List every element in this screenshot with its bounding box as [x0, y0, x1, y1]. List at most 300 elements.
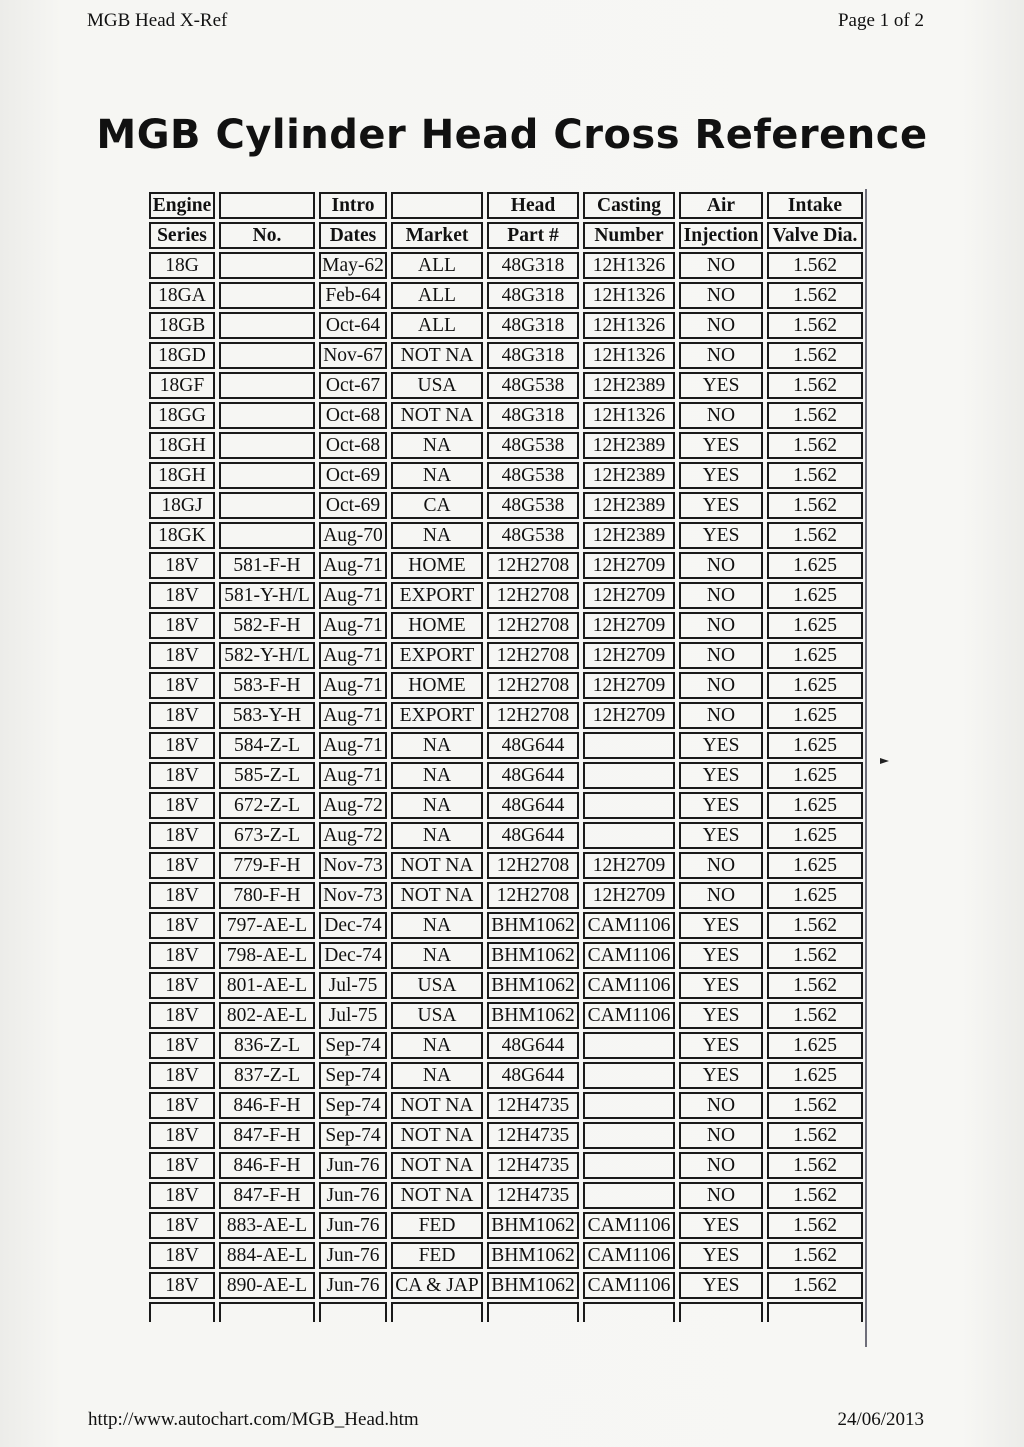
- footer-url[interactable]: http://www.autochart.com/MGB_Head.htm: [88, 1409, 419, 1430]
- cell-intro-date: May-62: [319, 252, 387, 279]
- header-cell-air-injection: Air: [679, 192, 763, 219]
- cell-market: NOT NA: [391, 342, 483, 369]
- cell-air-injection: NO: [679, 672, 763, 699]
- cell-intro-date: Aug-71: [319, 612, 387, 639]
- cell-engine-no: 779-F-H: [219, 852, 315, 879]
- table-row: [149, 312, 863, 339]
- table-row: [149, 282, 863, 309]
- cell-engine-no: 847-F-H: [219, 1122, 315, 1149]
- cell-market: USA: [391, 1002, 483, 1029]
- cell-casting-number: CAM1106: [583, 912, 675, 939]
- cell-intro-date: Sep-74: [319, 1062, 387, 1089]
- cell-intake-valve-dia: 1.562: [767, 1182, 863, 1209]
- cell-casting-number: 12H2389: [583, 372, 675, 399]
- cell-engine-no: 582-F-H: [219, 612, 315, 639]
- cell-engine-no: 581-F-H: [219, 552, 315, 579]
- cell-intro-date: Jun-76: [319, 1272, 387, 1299]
- cell-head-part: BHM1062: [487, 912, 579, 939]
- cell-head-part: BHM1062: [487, 972, 579, 999]
- cell-intake-valve-dia: 1.625: [767, 1032, 863, 1059]
- cell-head-part: 12H4735: [487, 1182, 579, 1209]
- table-header-row: [149, 192, 863, 219]
- cell-engine-series: 18V: [149, 1122, 215, 1149]
- cell-intake-valve-dia: 1.625: [767, 822, 863, 849]
- table-row: [149, 852, 863, 879]
- cell-market: NA: [391, 1032, 483, 1059]
- cell-head-part: 48G318: [487, 252, 579, 279]
- cell-market: NOT NA: [391, 882, 483, 909]
- cell-intro-date: Jun-76: [319, 1182, 387, 1209]
- header-cell-market: Market: [391, 222, 483, 249]
- cell-air-injection: [679, 1302, 763, 1322]
- cell-head-part: BHM1062: [487, 1242, 579, 1269]
- cross-reference-table: [145, 189, 867, 1325]
- header-cell-engine-series: Series: [149, 222, 215, 249]
- header-cell-market: [391, 192, 483, 219]
- cell-market: USA: [391, 972, 483, 999]
- cell-air-injection: YES: [679, 762, 763, 789]
- cell-head-part: 12H2708: [487, 882, 579, 909]
- cell-engine-series: 18V: [149, 1152, 215, 1179]
- table-row-empty: [149, 1302, 863, 1322]
- cell-air-injection: NO: [679, 1182, 763, 1209]
- cell-engine-no: [219, 492, 315, 519]
- cell-engine-series: 18V: [149, 1002, 215, 1029]
- cross-reference-table-container: [145, 189, 867, 1325]
- cell-intro-date: Jun-76: [319, 1242, 387, 1269]
- cell-market: NA: [391, 912, 483, 939]
- header-cell-head-part: Part #: [487, 222, 579, 249]
- cell-market: NA: [391, 522, 483, 549]
- table-row: [149, 732, 863, 759]
- cell-air-injection: NO: [679, 252, 763, 279]
- table-row: [149, 432, 863, 459]
- cell-engine-series: 18V: [149, 642, 215, 669]
- table-row: [149, 822, 863, 849]
- cell-intro-date: Oct-64: [319, 312, 387, 339]
- cell-air-injection: NO: [679, 582, 763, 609]
- header-page-number: Page 1 of 2: [837, 10, 924, 31]
- cell-engine-series: 18GK: [149, 522, 215, 549]
- table-row: [149, 942, 863, 969]
- cell-head-part: 12H2708: [487, 552, 579, 579]
- cell-market: USA: [391, 372, 483, 399]
- cell-engine-series: 18V: [149, 942, 215, 969]
- cell-market: CA: [391, 492, 483, 519]
- cell-head-part: 48G538: [487, 462, 579, 489]
- cell-casting-number: 12H1326: [583, 282, 675, 309]
- cell-intake-valve-dia: 1.625: [767, 552, 863, 579]
- cell-intake-valve-dia: 1.625: [767, 642, 863, 669]
- cell-market: NA: [391, 762, 483, 789]
- cell-intro-date: Aug-71: [319, 762, 387, 789]
- cell-intake-valve-dia: 1.562: [767, 462, 863, 489]
- cell-casting-number: CAM1106: [583, 1212, 675, 1239]
- cell-casting-number: 12H2389: [583, 492, 675, 519]
- cell-intro-date: Nov-73: [319, 882, 387, 909]
- cell-head-part: 48G644: [487, 1032, 579, 1059]
- cell-engine-no: 846-F-H: [219, 1152, 315, 1179]
- cell-intake-valve-dia: 1.562: [767, 372, 863, 399]
- cell-head-part: 48G538: [487, 432, 579, 459]
- cell-intake-valve-dia: 1.562: [767, 1002, 863, 1029]
- cell-engine-no: 584-Z-L: [219, 732, 315, 759]
- cell-market: HOME: [391, 672, 483, 699]
- cell-engine-no: [219, 402, 315, 429]
- cell-head-part: 12H2708: [487, 612, 579, 639]
- cell-casting-number: 12H2709: [583, 882, 675, 909]
- cell-intake-valve-dia: 1.562: [767, 1272, 863, 1299]
- cell-intake-valve-dia: 1.625: [767, 582, 863, 609]
- cell-casting-number: 12H1326: [583, 402, 675, 429]
- cell-casting-number: 12H2709: [583, 612, 675, 639]
- cell-casting-number: [583, 1032, 675, 1059]
- cell-intro-date: [319, 1302, 387, 1322]
- cell-air-injection: YES: [679, 1062, 763, 1089]
- cell-intro-date: Dec-74: [319, 912, 387, 939]
- cell-market: ALL: [391, 312, 483, 339]
- cell-engine-series: 18V: [149, 1242, 215, 1269]
- footer-date: 24/06/2013: [837, 1409, 924, 1430]
- cell-intro-date: Oct-68: [319, 402, 387, 429]
- cell-intro-date: Jun-76: [319, 1212, 387, 1239]
- cell-air-injection: YES: [679, 912, 763, 939]
- cell-engine-series: 18GA: [149, 282, 215, 309]
- cell-engine-no: 582-Y-H/L: [219, 642, 315, 669]
- cell-head-part: [487, 1302, 579, 1322]
- cell-head-part: 48G318: [487, 282, 579, 309]
- cell-casting-number: [583, 1092, 675, 1119]
- cell-engine-series: 18V: [149, 1062, 215, 1089]
- cell-market: FED: [391, 1212, 483, 1239]
- cell-engine-no: 583-Y-H: [219, 702, 315, 729]
- cell-market: EXPORT: [391, 702, 483, 729]
- cell-intake-valve-dia: 1.625: [767, 672, 863, 699]
- cell-market: ALL: [391, 252, 483, 279]
- cell-engine-series: 18V: [149, 852, 215, 879]
- cell-intro-date: Aug-70: [319, 522, 387, 549]
- cell-intake-valve-dia: 1.625: [767, 612, 863, 639]
- cell-engine-series: 18V: [149, 1272, 215, 1299]
- cell-market: NOT NA: [391, 1152, 483, 1179]
- table-row: [149, 522, 863, 549]
- header-cell-intake-valve-dia: Valve Dia.: [767, 222, 863, 249]
- cell-air-injection: NO: [679, 1152, 763, 1179]
- cell-intro-date: Aug-71: [319, 702, 387, 729]
- cell-casting-number: [583, 1302, 675, 1322]
- cell-market: NA: [391, 432, 483, 459]
- table-row: [149, 342, 863, 369]
- cell-market: CA & JAP: [391, 1272, 483, 1299]
- cell-engine-no: [219, 462, 315, 489]
- table-row: [149, 1032, 863, 1059]
- cell-engine-series: 18V: [149, 552, 215, 579]
- cell-intro-date: Oct-68: [319, 432, 387, 459]
- cell-intake-valve-dia: 1.625: [767, 882, 863, 909]
- cell-market: FED: [391, 1242, 483, 1269]
- cell-intake-valve-dia: 1.562: [767, 402, 863, 429]
- cell-head-part: 12H2708: [487, 672, 579, 699]
- cell-engine-no: [219, 372, 315, 399]
- cell-intake-valve-dia: 1.562: [767, 942, 863, 969]
- header-cell-intake-valve-dia: Intake: [767, 192, 863, 219]
- cell-casting-number: [583, 1182, 675, 1209]
- cell-intro-date: Aug-71: [319, 732, 387, 759]
- cell-engine-no: 883-AE-L: [219, 1212, 315, 1239]
- cell-intake-valve-dia: 1.562: [767, 522, 863, 549]
- table-row: [149, 612, 863, 639]
- cell-air-injection: NO: [679, 312, 763, 339]
- cell-air-injection: NO: [679, 642, 763, 669]
- cell-head-part: 48G318: [487, 312, 579, 339]
- cell-intro-date: Oct-69: [319, 462, 387, 489]
- cell-intake-valve-dia: 1.625: [767, 732, 863, 759]
- cell-intro-date: Jun-76: [319, 1152, 387, 1179]
- table-row: [149, 762, 863, 789]
- cell-engine-series: 18GG: [149, 402, 215, 429]
- cell-intro-date: Nov-73: [319, 852, 387, 879]
- header-cell-casting-number: Casting: [583, 192, 675, 219]
- cell-engine-no: 847-F-H: [219, 1182, 315, 1209]
- cell-intake-valve-dia: 1.562: [767, 972, 863, 999]
- cell-head-part: 12H2708: [487, 702, 579, 729]
- cell-casting-number: 12H1326: [583, 312, 675, 339]
- cell-head-part: 12H4735: [487, 1152, 579, 1179]
- cell-market: NA: [391, 942, 483, 969]
- cell-air-injection: YES: [679, 522, 763, 549]
- cell-intro-date: Sep-74: [319, 1092, 387, 1119]
- cell-intake-valve-dia: 1.562: [767, 342, 863, 369]
- cell-engine-series: 18V: [149, 822, 215, 849]
- table-row: [149, 1212, 863, 1239]
- cell-casting-number: 12H2709: [583, 672, 675, 699]
- table-row: [149, 702, 863, 729]
- cell-intake-valve-dia: 1.562: [767, 1242, 863, 1269]
- cell-engine-no: 673-Z-L: [219, 822, 315, 849]
- cell-engine-series: 18V: [149, 732, 215, 759]
- cell-intake-valve-dia: 1.625: [767, 792, 863, 819]
- cell-engine-no: 583-F-H: [219, 672, 315, 699]
- cell-engine-no: 672-Z-L: [219, 792, 315, 819]
- cell-engine-series: 18V: [149, 792, 215, 819]
- cell-casting-number: 12H2389: [583, 462, 675, 489]
- cell-casting-number: [583, 792, 675, 819]
- table-row: [149, 1092, 863, 1119]
- cell-casting-number: [583, 732, 675, 759]
- cell-casting-number: CAM1106: [583, 942, 675, 969]
- cell-engine-no: 801-AE-L: [219, 972, 315, 999]
- cell-intake-valve-dia: [767, 1302, 863, 1322]
- cell-air-injection: NO: [679, 552, 763, 579]
- cell-air-injection: YES: [679, 1272, 763, 1299]
- cell-casting-number: 12H2709: [583, 702, 675, 729]
- cell-air-injection: YES: [679, 1242, 763, 1269]
- cell-casting-number: 12H2709: [583, 582, 675, 609]
- cell-casting-number: CAM1106: [583, 1272, 675, 1299]
- cell-intake-valve-dia: 1.562: [767, 1212, 863, 1239]
- header-cell-intro-date: Intro: [319, 192, 387, 219]
- margin-arrow-mark: [880, 758, 889, 764]
- cell-engine-series: 18V: [149, 882, 215, 909]
- header-cell-engine-no: [219, 192, 315, 219]
- cell-head-part: 12H2708: [487, 852, 579, 879]
- cell-engine-no: [219, 432, 315, 459]
- table-row: [149, 972, 863, 999]
- cell-engine-no: 836-Z-L: [219, 1032, 315, 1059]
- cell-head-part: 12H2708: [487, 582, 579, 609]
- cell-engine-series: 18V: [149, 1182, 215, 1209]
- cell-engine-no: [219, 1302, 315, 1322]
- header-cell-head-part: Head: [487, 192, 579, 219]
- cell-head-part: 48G318: [487, 402, 579, 429]
- cell-market: NOT NA: [391, 852, 483, 879]
- table-row: [149, 792, 863, 819]
- table-row: [149, 552, 863, 579]
- cell-casting-number: [583, 822, 675, 849]
- cell-market: HOME: [391, 612, 483, 639]
- cell-intro-date: Feb-64: [319, 282, 387, 309]
- cell-intake-valve-dia: 1.562: [767, 282, 863, 309]
- header-cell-casting-number: Number: [583, 222, 675, 249]
- cell-engine-series: 18GB: [149, 312, 215, 339]
- cell-engine-series: 18V: [149, 972, 215, 999]
- cell-market: NA: [391, 732, 483, 759]
- cell-air-injection: NO: [679, 882, 763, 909]
- cell-engine-no: 802-AE-L: [219, 1002, 315, 1029]
- cell-market: NOT NA: [391, 402, 483, 429]
- cell-air-injection: YES: [679, 972, 763, 999]
- cell-air-injection: YES: [679, 1212, 763, 1239]
- cell-casting-number: [583, 1152, 675, 1179]
- cell-engine-no: 585-Z-L: [219, 762, 315, 789]
- cell-air-injection: NO: [679, 702, 763, 729]
- cell-engine-series: 18GF: [149, 372, 215, 399]
- header-cell-air-injection: Injection: [679, 222, 763, 249]
- cell-intake-valve-dia: 1.562: [767, 1152, 863, 1179]
- cell-engine-series: 18G: [149, 252, 215, 279]
- cell-intake-valve-dia: 1.562: [767, 432, 863, 459]
- cell-engine-no: 798-AE-L: [219, 942, 315, 969]
- cell-engine-series: 18V: [149, 1212, 215, 1239]
- cell-market: EXPORT: [391, 582, 483, 609]
- cell-head-part: BHM1062: [487, 942, 579, 969]
- table-row: [149, 492, 863, 519]
- cell-air-injection: YES: [679, 372, 763, 399]
- cell-intro-date: Aug-72: [319, 792, 387, 819]
- table-row: [149, 1152, 863, 1179]
- cell-head-part: 12H2708: [487, 642, 579, 669]
- cell-casting-number: 12H1326: [583, 342, 675, 369]
- table-row: [149, 882, 863, 909]
- cell-head-part: 12H4735: [487, 1122, 579, 1149]
- cell-air-injection: NO: [679, 852, 763, 879]
- cell-intro-date: Oct-67: [319, 372, 387, 399]
- cell-market: EXPORT: [391, 642, 483, 669]
- cell-engine-no: 837-Z-L: [219, 1062, 315, 1089]
- cell-intake-valve-dia: 1.625: [767, 1062, 863, 1089]
- cell-engine-series: 18V: [149, 1032, 215, 1059]
- cell-engine-series: 18V: [149, 672, 215, 699]
- table-row: [149, 372, 863, 399]
- cell-market: NA: [391, 792, 483, 819]
- cell-casting-number: 12H1326: [583, 252, 675, 279]
- table-right-rule: [865, 189, 867, 1347]
- cell-air-injection: YES: [679, 822, 763, 849]
- cell-head-part: 48G644: [487, 822, 579, 849]
- table-row: [149, 1002, 863, 1029]
- cell-engine-series: 18GH: [149, 432, 215, 459]
- cell-market: NA: [391, 462, 483, 489]
- header-cell-intro-date: Dates: [319, 222, 387, 249]
- header-cell-engine-series: Engine: [149, 192, 215, 219]
- cell-intake-valve-dia: 1.562: [767, 492, 863, 519]
- cell-engine-no: 846-F-H: [219, 1092, 315, 1119]
- cell-engine-series: 18V: [149, 612, 215, 639]
- table-header-row: [149, 222, 863, 249]
- cell-engine-series: 18GD: [149, 342, 215, 369]
- table-row: [149, 1062, 863, 1089]
- header-cell-engine-no: No.: [219, 222, 315, 249]
- cell-market: NOT NA: [391, 1182, 483, 1209]
- cell-engine-no: 890-AE-L: [219, 1272, 315, 1299]
- header-doc-name: MGB Head X-Ref: [87, 10, 228, 31]
- cell-intro-date: Aug-71: [319, 642, 387, 669]
- table-row: [149, 912, 863, 939]
- cell-market: NOT NA: [391, 1092, 483, 1119]
- cell-head-part: 48G644: [487, 762, 579, 789]
- cell-casting-number: CAM1106: [583, 1242, 675, 1269]
- cell-engine-series: 18V: [149, 702, 215, 729]
- cell-head-part: BHM1062: [487, 1002, 579, 1029]
- cell-casting-number: 12H2389: [583, 522, 675, 549]
- cell-casting-number: 12H2709: [583, 852, 675, 879]
- cell-air-injection: YES: [679, 1002, 763, 1029]
- cell-engine-series: 18GH: [149, 462, 215, 489]
- cell-intake-valve-dia: 1.562: [767, 1092, 863, 1119]
- cell-intro-date: Oct-69: [319, 492, 387, 519]
- cell-casting-number: [583, 1062, 675, 1089]
- cell-engine-series: 18GJ: [149, 492, 215, 519]
- cell-intro-date: Aug-72: [319, 822, 387, 849]
- table-row: [149, 642, 863, 669]
- table-row: [149, 1122, 863, 1149]
- cell-air-injection: NO: [679, 1092, 763, 1119]
- cell-market: ALL: [391, 282, 483, 309]
- cell-intro-date: Aug-71: [319, 582, 387, 609]
- cell-casting-number: 12H2709: [583, 642, 675, 669]
- cell-air-injection: YES: [679, 792, 763, 819]
- cell-air-injection: NO: [679, 402, 763, 429]
- cell-engine-series: 18V: [149, 762, 215, 789]
- cell-air-injection: YES: [679, 942, 763, 969]
- cell-intro-date: Aug-71: [319, 672, 387, 699]
- cell-head-part: 48G538: [487, 372, 579, 399]
- cell-intro-date: Jul-75: [319, 972, 387, 999]
- cell-intake-valve-dia: 1.625: [767, 702, 863, 729]
- cell-head-part: 12H4735: [487, 1092, 579, 1119]
- cell-engine-no: [219, 312, 315, 339]
- cell-intro-date: Dec-74: [319, 942, 387, 969]
- cell-intake-valve-dia: 1.562: [767, 912, 863, 939]
- cell-engine-no: [219, 342, 315, 369]
- table-row: [149, 252, 863, 279]
- table-row: [149, 462, 863, 489]
- cell-engine-series: 18V: [149, 582, 215, 609]
- cell-head-part: 48G644: [487, 732, 579, 759]
- cell-engine-series: [149, 1302, 215, 1322]
- cell-air-injection: YES: [679, 462, 763, 489]
- cell-intake-valve-dia: 1.625: [767, 852, 863, 879]
